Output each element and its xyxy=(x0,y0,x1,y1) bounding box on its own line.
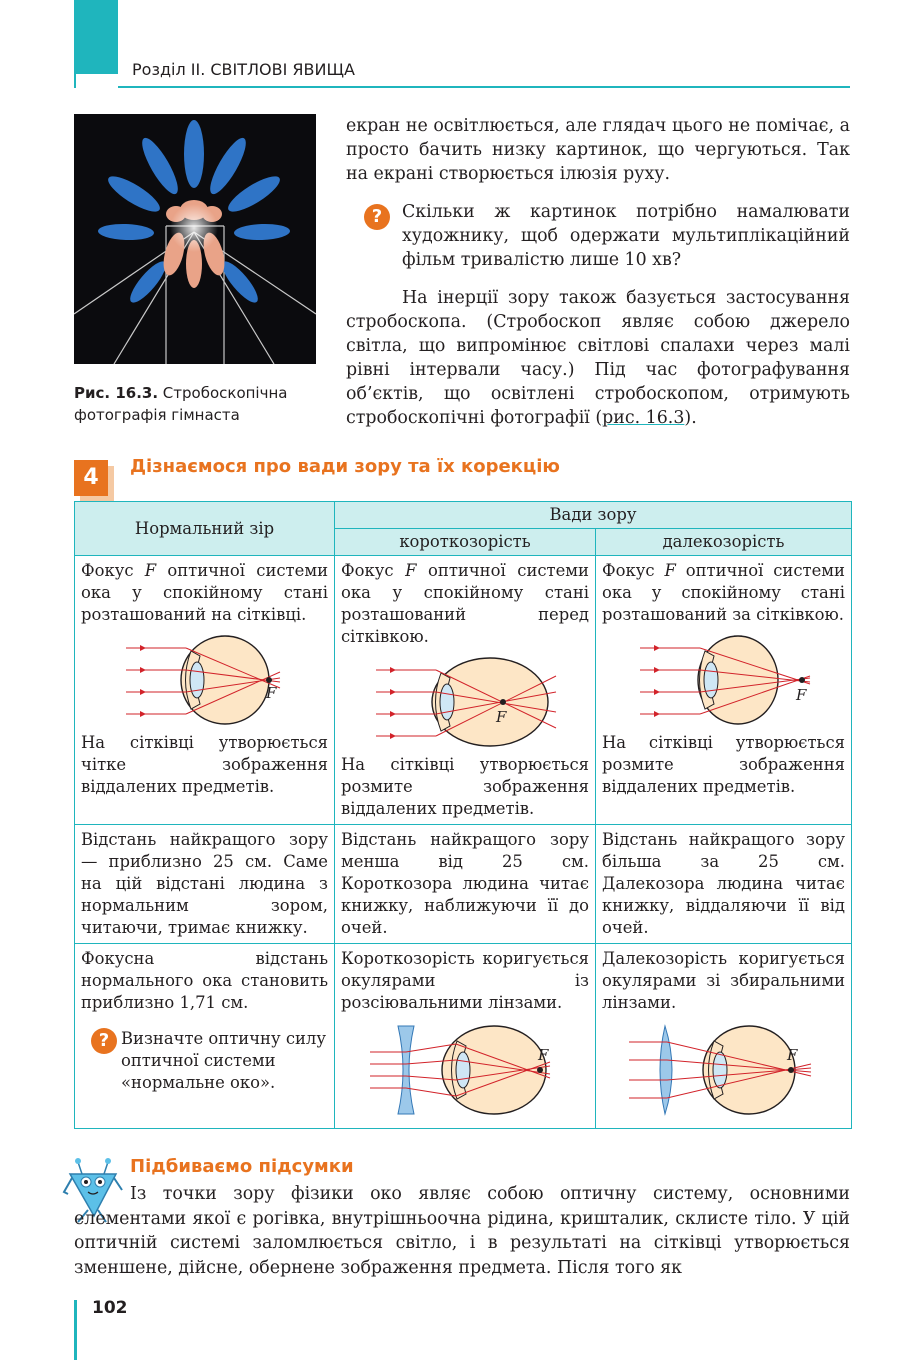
text-part: оптичної системи ока у спокійному стані розташований на сітківці. xyxy=(81,561,328,624)
eye-diagram-normal xyxy=(120,634,290,726)
hyperopia-focus-text xyxy=(602,560,845,626)
normal-result: На сітківці утворюється чітке зображення віддалених предметів. xyxy=(81,733,328,796)
question-2 xyxy=(81,1028,328,1094)
chapter-tab xyxy=(74,0,118,74)
myopia-correction-text: Короткозорість коригується окулярами із розсіювальними лінзами. xyxy=(341,949,589,1012)
text-part: Фокус xyxy=(602,561,665,580)
header-myopia: короткозорість xyxy=(335,529,596,556)
question-icon: ? xyxy=(91,1028,117,1054)
normal-focal-length: Фокусна відстань нормального ока становить приблизно 1,71 см. xyxy=(81,949,328,1012)
hyperopia-correction-text: Далекозорість коригується окулярами зі збиральними лінзами. xyxy=(602,949,845,1012)
eye-diagram-diverging-lens xyxy=(370,1022,560,1118)
cell-myopia-correction xyxy=(335,944,596,1129)
running-header: Розділ II. СВІТЛОВІ ЯВИЩА xyxy=(132,60,355,79)
focus-symbol: F xyxy=(405,561,417,580)
paragraph-2-text: На інерції зору також базується застосування стробоскопа. (Стробоскоп являє собою джерело світла, що випромінює світлові спалахи через малі рівні інтервали часу.) Під час фотографування об’єктів, що освітлені стробоскопом, отримують стробоскопічні фотографії ( xyxy=(346,288,850,428)
section-title: Дізнаємося про вади зору та їх корекцію xyxy=(130,456,560,477)
caption-label: Рис. 16.3. xyxy=(74,384,159,402)
summary-paragraph: Із точки зору фізики око являє собою оптичну систему, основними елементами якої є рогівка, внутрішньоочна рідина, кришталик, склисте тіло. У цій оптичній системі заломлюється світло, і в результаті на сітківці утворюється зменшене, дійсне, обернене зображення предмета. Після того як xyxy=(74,1184,850,1278)
eye-diagram-myopia xyxy=(370,656,560,748)
figure-caption xyxy=(74,382,324,426)
cell-myopia-focus xyxy=(335,556,596,825)
caption-text: Стробоскопічна фотографія гімнаста xyxy=(74,384,288,424)
stroboscopic-photo xyxy=(74,114,316,364)
cell-normal-focus xyxy=(75,556,335,825)
paragraph-2 xyxy=(346,286,850,430)
paragraph-2-end: ). xyxy=(684,408,697,428)
summary-text xyxy=(74,1182,850,1280)
focus-label: F xyxy=(786,1046,797,1064)
question-2-text: Визначте оптичну силу оптичної системи «нормальне око». xyxy=(121,1029,326,1092)
focus-label: F xyxy=(795,686,806,704)
page-number: 102 xyxy=(92,1298,128,1318)
paragraph-1: екран не освітлюється, але глядач цього не помічає, а просто бачить низку картинок, що чергуються. Так на екрані створюється ілюзія руху. xyxy=(346,116,850,184)
cell-normal-correction xyxy=(75,944,335,1129)
cell-hyperopia-focus xyxy=(596,556,852,825)
page-bar xyxy=(74,1300,77,1360)
header-defects: Вади зору xyxy=(335,502,852,529)
question-1: Скільки ж картинок потрібно намалювати художнику, щоб одержати мультиплікаційний фільм тривалістю лише 10 хв? xyxy=(402,202,850,270)
focus-label: F xyxy=(538,1046,549,1064)
eye-diagram-converging-lens xyxy=(629,1022,819,1118)
section-number: 4 xyxy=(74,460,108,496)
eye-diagram-hyperopia xyxy=(634,634,814,726)
header-rule-left xyxy=(74,74,76,88)
focus-symbol: F xyxy=(664,561,676,580)
hyperopia-result: На сітківці утворюється розмите зображення віддалених предметів. xyxy=(602,733,845,796)
question-icon: ? xyxy=(364,204,390,230)
text-part: Фокус xyxy=(341,561,406,580)
myopia-focus-text xyxy=(341,560,589,648)
header-normal: Нормальний зір xyxy=(75,502,335,556)
focus-label: F xyxy=(496,708,507,726)
cell-hyperopia-distance: Відстань найкращого зору більша за 25 см. Далекозора людина читає книжку, віддаляючи її від очей. xyxy=(596,825,852,944)
header-hyperopia: далекозорість xyxy=(596,529,852,556)
focus-label: F xyxy=(265,684,276,702)
text-part: оптичної системи ока у спокійному стані розташований за сітківкою. xyxy=(602,561,845,624)
normal-focus-text xyxy=(81,560,328,626)
text-part: Фокус xyxy=(81,561,145,580)
summary-title: Підбиваємо підсумки xyxy=(130,1156,354,1177)
text-part: оптичної системи ока у спокійному стані розташований перед сітківкою. xyxy=(341,561,589,646)
myopia-result: На сітківці утворюється розмите зображення віддалених предметів. xyxy=(341,755,589,818)
header-rule xyxy=(118,86,850,88)
focus-symbol: F xyxy=(144,561,157,580)
cell-myopia-distance: Відстань найкращого зору менша від 25 см. Короткозора людина читає книжку, наближуючи її до очей. xyxy=(335,825,596,944)
cell-hyperopia-correction xyxy=(596,944,852,1129)
figure-ref-link[interactable]: рис. 16.3 xyxy=(602,408,685,428)
vision-table xyxy=(74,501,852,1129)
cell-normal-distance: Відстань найкращого зору — приблизно 25 см. Саме на цій відстані людина з нормальним зором, читаючи, тримає книжку. xyxy=(75,825,335,944)
